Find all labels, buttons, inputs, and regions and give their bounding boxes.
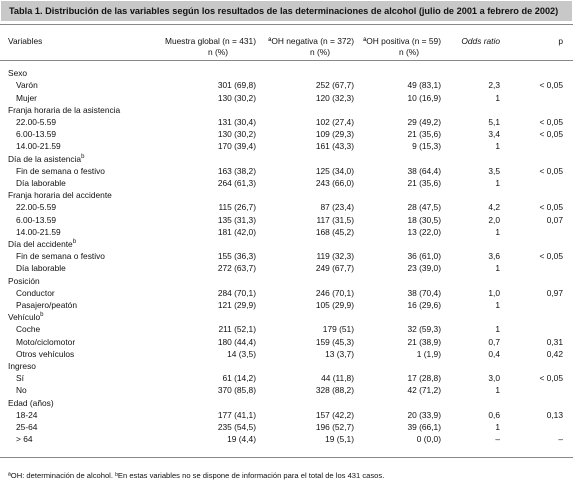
- table-row: [0, 299, 573, 311]
- cell-p: < 0,05: [539, 202, 563, 213]
- cell-negative: 157 (42,2): [315, 409, 354, 420]
- cell-p: < 0,05: [539, 251, 563, 262]
- header-p: p: [558, 36, 563, 46]
- cell-odds-ratio: –: [495, 434, 500, 445]
- cell-positive: 38 (70,4): [407, 287, 441, 298]
- cell-p: –: [558, 434, 563, 445]
- cell-positive: 42 (71,2): [407, 385, 441, 396]
- cell-negative: 252 (67,7): [315, 80, 354, 91]
- cell-p: [514, 140, 573, 152]
- group-row: [0, 189, 573, 201]
- table-row: [0, 128, 573, 140]
- cell-odds-ratio: 1: [495, 141, 500, 152]
- group-label: Franja horaria del accidente: [8, 190, 112, 201]
- cell-negative: 13 (3,7): [325, 348, 354, 359]
- group-label: Vehículo$^b$: [8, 312, 44, 323]
- cell-p: < 0,05: [539, 165, 563, 176]
- group-row: [0, 104, 573, 116]
- cell-positive: 13 (22,0): [407, 226, 441, 237]
- cell-odds-ratio: 1: [495, 422, 500, 433]
- row-label: No: [16, 385, 27, 396]
- cell-odds-ratio: 1: [495, 324, 500, 335]
- cell-odds-ratio: 1: [495, 178, 500, 189]
- cell-negative: 328 (88,2): [315, 385, 354, 396]
- cell-p: 0,07: [546, 214, 563, 225]
- row-label: 18-24: [16, 409, 38, 420]
- group-row: [0, 311, 573, 323]
- group-label: Posición: [8, 275, 40, 286]
- cell-global: 61 (14,2): [222, 373, 256, 384]
- table-row: [0, 421, 573, 433]
- row-label: 14.00-21.59: [16, 141, 61, 152]
- cell-odds-ratio: 1,0: [488, 287, 500, 298]
- cell-positive: 36 (61,0): [407, 251, 441, 262]
- cell-global: 284 (70,1): [217, 287, 256, 298]
- table-row: [0, 433, 573, 445]
- group-label: Sexo: [8, 68, 28, 79]
- group-label: Día de la asistencia$^b$: [8, 153, 85, 164]
- cell-p: [514, 421, 573, 433]
- cell-global: 170 (39,4): [217, 141, 256, 152]
- cell-positive: 10 (16,9): [407, 92, 441, 103]
- table-row: [0, 177, 573, 189]
- cell-positive: 21 (35,6): [407, 129, 441, 140]
- footnote-marker: b: [81, 153, 85, 160]
- group-label: Franja horaria de la asistencia: [8, 104, 121, 115]
- table-bottom-rule: [0, 457, 573, 458]
- cell-positive: 38 (64,4): [407, 165, 441, 176]
- cell-positive: 32 (59,3): [407, 324, 441, 335]
- cell-global: 180 (44,4): [217, 336, 256, 347]
- cell-p: [514, 177, 573, 189]
- cell-positive: 1 (1,9): [416, 348, 441, 359]
- cell-global: 121 (29,9): [217, 300, 256, 311]
- row-label: Fin de semana o festivo: [16, 251, 105, 262]
- table-row: [0, 409, 573, 421]
- table-title-bar: [1, 1, 572, 21]
- table-row: [0, 348, 573, 360]
- cell-odds-ratio: 4,2: [488, 202, 500, 213]
- cell-negative: 102 (27,4): [315, 117, 354, 127]
- group-label: Día del accidente$^b$: [8, 239, 77, 250]
- cell-global: 14 (3,5): [227, 348, 256, 359]
- row-label: Moto/ciclomotor: [16, 336, 76, 347]
- table-row: [0, 165, 573, 177]
- cell-positive: 18 (30,5): [407, 214, 441, 225]
- row-label: 6.00-13.59: [16, 129, 57, 140]
- header-row: [0, 32, 573, 61]
- table-body: [0, 61, 573, 445]
- table-row: [0, 250, 573, 262]
- cell-positive: 20 (33,9): [407, 409, 441, 420]
- group-row: [0, 275, 573, 287]
- table-row: [0, 226, 573, 238]
- header-positive: ªOH positiva (n = 59) n (%): [363, 36, 441, 57]
- cell-positive: 29 (49,2): [407, 117, 441, 127]
- cell-p: < 0,05: [539, 80, 563, 91]
- cell-p: [514, 299, 573, 311]
- cell-odds-ratio: 1: [495, 300, 500, 311]
- cell-negative: 159 (45,3): [315, 336, 354, 347]
- row-label: Fin de semana o festivo: [16, 165, 105, 176]
- cell-odds-ratio: 0,6: [488, 409, 500, 420]
- row-label: 14.00-21.59: [16, 226, 61, 237]
- cell-positive: 17 (28,8): [407, 373, 441, 384]
- cell-positive: 0 (0,0): [416, 434, 441, 445]
- cell-odds-ratio: 1: [495, 385, 500, 396]
- footnote-marker: b: [40, 312, 44, 319]
- group-row: [0, 360, 573, 372]
- group-row: [0, 397, 573, 409]
- cell-p: < 0,05: [539, 117, 563, 127]
- row-label: Coche: [16, 324, 41, 335]
- header-top-rule: [0, 24, 573, 25]
- cell-odds-ratio: 2,3: [488, 80, 500, 91]
- cell-negative: 87 (23,4): [320, 202, 354, 213]
- table-footnote: ªOH: determinación de alcohol. ᵇEn estas variables no se dispone de información para el total de los 431 casos.: [8, 471, 385, 480]
- cell-positive: 39 (66,1): [407, 422, 441, 433]
- header-variables: Variables: [8, 36, 43, 46]
- table-row: [0, 384, 573, 396]
- cell-odds-ratio: 0,4: [488, 348, 500, 359]
- table-title: Tabla 1. Distribución de las variables según los resultados de las determinaciones de alcohol (julio de 2001 a febrero de 2002): [9, 6, 559, 16]
- cell-positive: 49 (83,1): [407, 80, 441, 91]
- table-row: [0, 140, 573, 152]
- header-negative: ªOH negativa (n = 372) n (%): [268, 36, 354, 57]
- footnote-marker: b: [72, 239, 77, 246]
- cell-negative: 125 (34,0): [315, 165, 354, 176]
- cell-negative: 161 (43,3): [315, 141, 354, 152]
- table-row: [0, 287, 573, 299]
- table-row: [0, 214, 573, 226]
- row-label: Conductor: [16, 287, 55, 298]
- cell-global: 264 (61,3): [217, 178, 256, 189]
- cell-p: < 0,05: [539, 373, 563, 384]
- cell-negative: 196 (52,7): [315, 422, 354, 433]
- cell-p: [514, 226, 573, 238]
- row-label: Sí: [16, 373, 24, 384]
- cell-global: 163 (38,2): [217, 165, 256, 176]
- cell-odds-ratio: 3,6: [488, 251, 500, 262]
- cell-odds-ratio: 3,5: [488, 165, 500, 176]
- cell-negative: 120 (32,3): [315, 92, 354, 103]
- cell-odds-ratio: 5,1: [488, 117, 500, 127]
- data-table: [0, 32, 573, 445]
- cell-odds-ratio: 3,4: [488, 129, 500, 140]
- row-label: Otros vehículos: [16, 348, 75, 359]
- cell-negative: 109 (29,3): [315, 129, 354, 140]
- cell-global: 181 (42,0): [217, 226, 256, 237]
- cell-negative: 119 (32,3): [316, 251, 354, 262]
- table-row: [0, 201, 573, 213]
- table-row: [0, 116, 573, 128]
- cell-global: 177 (41,1): [217, 409, 256, 420]
- table-row: [0, 323, 573, 335]
- row-label: Pasajero/peatón: [16, 300, 77, 311]
- row-label: 6.00-13.59: [16, 214, 57, 225]
- cell-global: 131 (30,4): [217, 117, 256, 127]
- cell-positive: 23 (39,0): [407, 263, 441, 274]
- cell-global: 301 (69,8): [217, 80, 256, 91]
- cell-positive: 16 (29,6): [407, 300, 441, 311]
- cell-global: 130 (30,2): [217, 129, 256, 140]
- cell-odds-ratio: 2,0: [488, 214, 500, 225]
- cell-global: 115 (26,7): [218, 202, 256, 213]
- cell-positive: 21 (35,6): [407, 178, 441, 189]
- cell-negative: 249 (67,7): [315, 263, 354, 274]
- cell-p: [514, 384, 573, 396]
- table-row: [0, 79, 573, 91]
- row-label: 22.00-5.59: [16, 117, 57, 127]
- group-row: [0, 67, 573, 79]
- row-label: Día laborable: [16, 178, 66, 189]
- header-odds-ratio: Odds ratio: [461, 36, 500, 46]
- cell-negative: 19 (5,1): [325, 434, 354, 445]
- group-row: [0, 238, 573, 250]
- cell-p: [514, 262, 573, 274]
- cell-odds-ratio: 1: [495, 263, 500, 274]
- cell-negative: 179 (51): [322, 324, 354, 335]
- row-label: Varón: [16, 80, 38, 91]
- cell-global: 370 (85,8): [217, 385, 256, 396]
- cell-global: 135 (31,3): [217, 214, 256, 225]
- cell-odds-ratio: 3,0: [488, 373, 500, 384]
- cell-global: 211 (52,1): [218, 324, 256, 335]
- row-label: > 64: [16, 434, 33, 445]
- cell-negative: 117 (31,5): [316, 214, 354, 225]
- table-row: [0, 336, 573, 348]
- cell-odds-ratio: 1: [495, 92, 500, 103]
- row-label: Mujer: [16, 92, 37, 103]
- cell-global: 155 (36,3): [217, 251, 256, 262]
- cell-p: 0,97: [546, 287, 563, 298]
- cell-p: 0,42: [546, 348, 563, 359]
- cell-p: 0,13: [546, 409, 563, 420]
- cell-positive: 21 (38,9): [407, 336, 441, 347]
- cell-negative: 44 (11,8): [321, 373, 354, 384]
- row-label: 22.00-5.59: [16, 202, 57, 213]
- cell-negative: 105 (29,9): [315, 300, 354, 311]
- cell-negative: 243 (66,0): [315, 178, 354, 189]
- header-global: Muestra global (n = 431) n (%): [164, 36, 256, 57]
- cell-odds-ratio: 0,7: [488, 336, 500, 347]
- group-label: Edad (años): [8, 397, 54, 408]
- cell-p: [514, 323, 573, 335]
- row-label: 25-64: [16, 422, 38, 433]
- group-row: [0, 153, 573, 165]
- cell-global: 19 (4,4): [227, 434, 256, 445]
- group-label: Ingreso: [8, 361, 36, 372]
- cell-negative: 168 (45,2): [315, 226, 354, 237]
- cell-odds-ratio: 1: [495, 226, 500, 237]
- cell-p: [514, 92, 573, 104]
- table-row: [0, 92, 573, 104]
- table-row: [0, 372, 573, 384]
- cell-positive: 9 (15,3): [412, 141, 441, 152]
- cell-p: 0,31: [546, 336, 563, 347]
- cell-positive: 28 (47,5): [407, 202, 441, 213]
- cell-global: 235 (54,5): [217, 422, 256, 433]
- cell-global: 130 (30,2): [217, 92, 256, 103]
- cell-global: 272 (63,7): [217, 263, 256, 274]
- table-row: [0, 262, 573, 274]
- cell-p: < 0,05: [539, 129, 563, 140]
- cell-negative: 246 (70,1): [315, 287, 354, 298]
- row-label: Día laborable: [16, 263, 66, 274]
